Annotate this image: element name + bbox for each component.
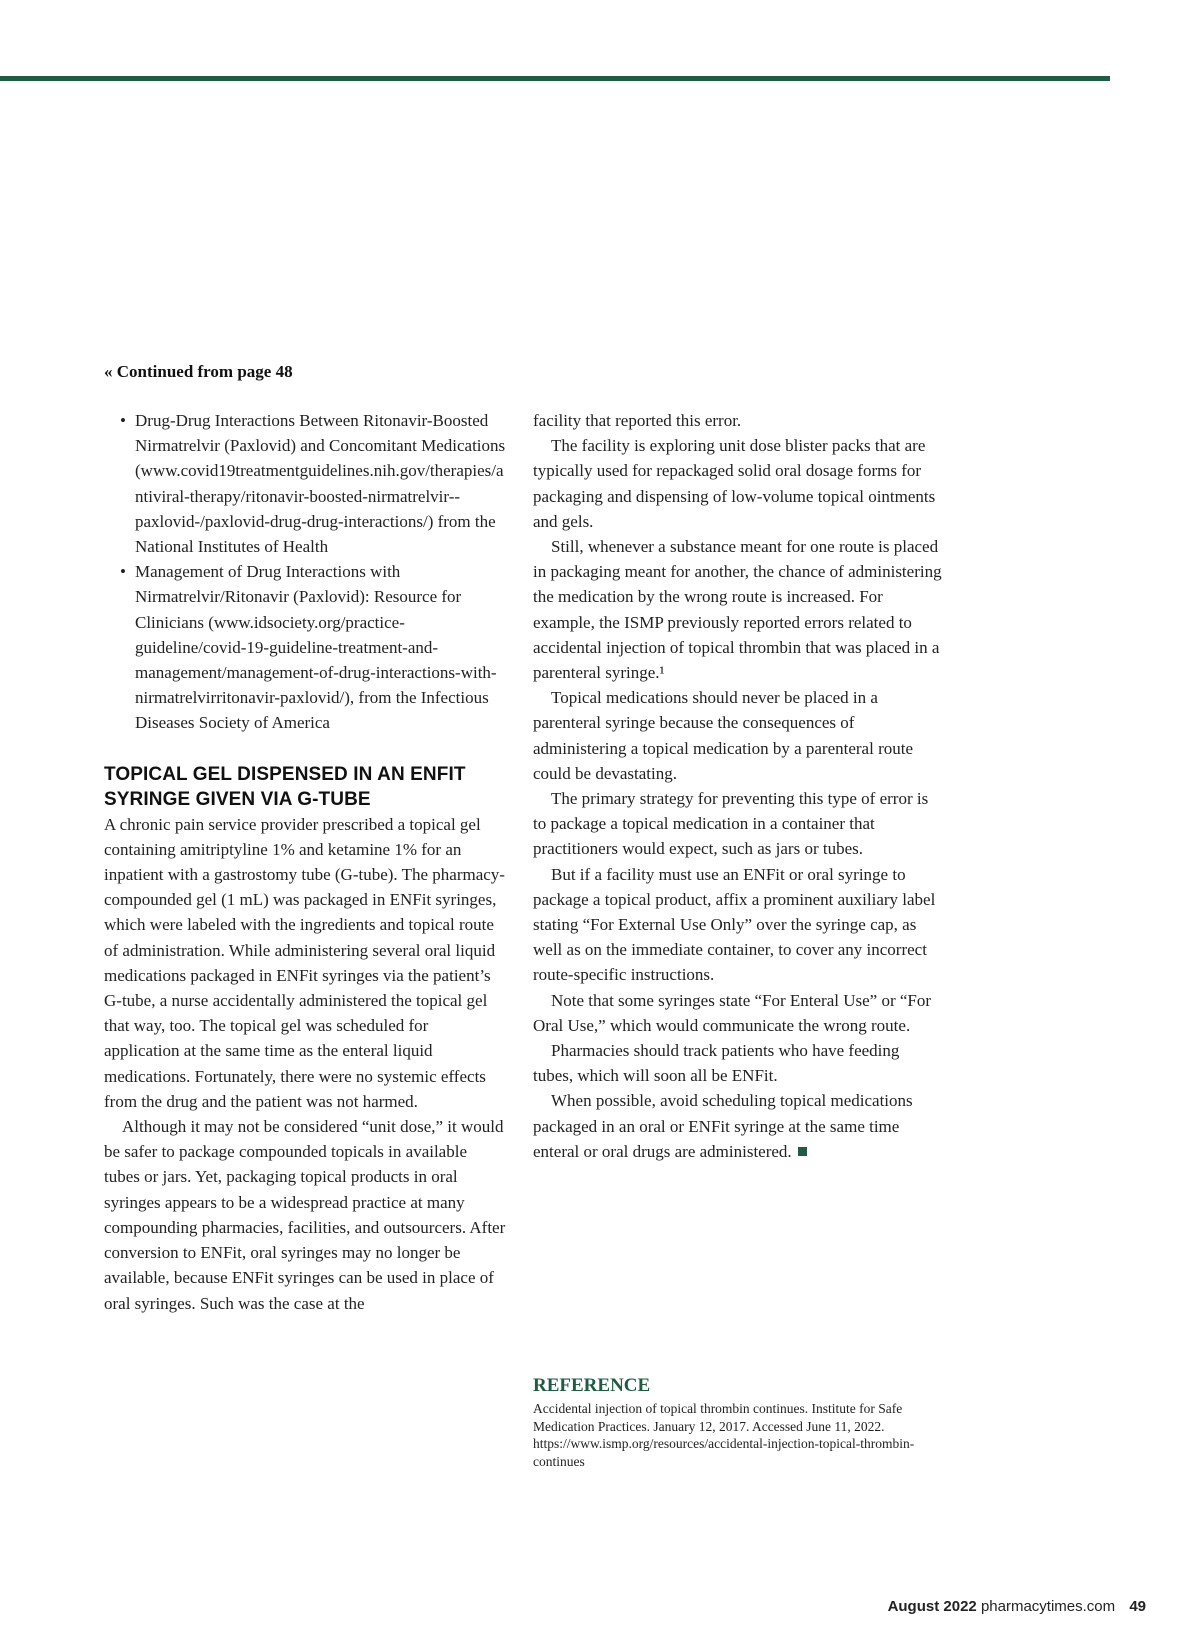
right-column <box>533 408 943 1164</box>
section-heading: TOPICAL GEL DISPENSED IN AN ENFIT SYRINGE GIVEN VIA G-TUBE <box>104 763 466 810</box>
reference-title: REFERENCE <box>533 1375 651 1396</box>
resource-item-nih: • Drug-Drug Interactions Between Ritonavir-Boosted Nirmatrelvir (Paxlovid) and Concomitant Medications (www.covid19treatmentguidelines.nih.gov/therapies/antiviral-therapy/ritonavir-boosted-nirmatrelvir--paxlovid-/paxlovid-drug-drug-interactions/) from the National Institutes of Health <box>104 408 506 559</box>
top-rule <box>0 76 1110 81</box>
body-paragraph: Topical medications should never be placed in a parenteral syringe because the consequences of administering a topical medication by a parenteral route could be devastating. <box>533 688 913 783</box>
closing-paragraph <box>533 1088 943 1164</box>
resource-list <box>104 408 506 736</box>
body-paragraph: The primary strategy for preventing this type of error is to package a topical medication in a container that practitioners would expect, such as jars or tubes. <box>533 789 929 859</box>
reference-text: Accidental injection of topical thrombin continues. Institute for Safe Medication Practices. January 12, 2017. Accessed June 11, 2022. https://www.ismp.org/resources/accidental-injection-topical-thrombin-continues <box>533 1401 915 1469</box>
body-paragraph: facility that reported this error. <box>533 411 742 430</box>
body-paragraph: Pharmacies should track patients who have feeding tubes, which will soon all be ENFit. <box>533 1041 900 1086</box>
body-paragraph: Note that some syringes state “For Enteral Use” or “For Oral Use,” which would communicate the wrong route. <box>533 990 932 1035</box>
page-footer <box>888 1598 1146 1615</box>
left-column <box>104 408 506 1316</box>
body-paragraph: Although it may not be considered “unit dose,” it would be safer to package compounded topicals in available tubes or jars. Yet, packaging topical products in oral syringes appears to be a widespread practice at many compounding pharmacies, facilities, and outsourcers. After conversion to ENFit, oral syringes may no longer be available, because ENFit syringes can be used in place of oral syringes. Such was the case at the <box>104 1117 506 1313</box>
site-name: pharmacytimes.com <box>980 1598 1116 1615</box>
page-number: 49 <box>1129 1598 1146 1615</box>
body-paragraph: A chronic pain service provider prescribed a topical gel containing amitriptyline 1% and ketamine 1% for an inpatient with a gastrostomy tube (G-tube). The pharmacy-compounded gel (1 mL) was packaged in ENFit syringes, which were labeled with the ingredients and topical route of administration. While administering several oral liquid medications packaged in ENFit syringes via the patient’s G-tube, a nurse accidentally administered the topical gel that way, too. The topical gel was scheduled for application at the same time as the enteral liquid medications. Fortunately, there were no systemic effects from the drug and the patient was not harmed. <box>104 814 505 1111</box>
resource-item-idsa: • Management of Drug Interactions with Nirmatrelvir/Ritonavir (Paxlovid): Resource for Clinicians (www.idsociety.org/practice-guideline/covid-19-guideline-treatment-and-management/management-of-drug-interactions-with-nirmatrelvirritonavir-paxlovid/), from the Infectious Diseases Society of America <box>104 559 506 735</box>
body-paragraph: Still, whenever a substance meant for one route is placed in packaging meant for another, the chance of administering the medication by the wrong route is increased. For example, the ISMP previously reported errors related to accidental injection of topical thrombin that was placed in a parenteral syringe.¹ <box>533 537 942 683</box>
body-paragraph: The facility is exploring unit dose blister packs that are typically used for repackaged solid oral dosage forms for packaging and dispensing of low-volume topical ointments and gels. <box>533 436 936 531</box>
issue-date: August 2022 <box>887 1598 977 1615</box>
end-mark-icon <box>798 1147 807 1156</box>
body-paragraph: But if a facility must use an ENFit or oral syringe to package a topical product, affix a prominent auxiliary label stating “For External Use Only” over the syringe cap, as well as on the immediate container, to cover any incorrect route-specific instructions. <box>533 864 936 985</box>
continued-label: « Continued from page 48 <box>104 362 293 381</box>
closing-paragraph-text: When possible, avoid scheduling topical medications packaged in an oral or ENFit syringe at the same time enteral or oral drugs are administered. <box>533 1091 913 1161</box>
